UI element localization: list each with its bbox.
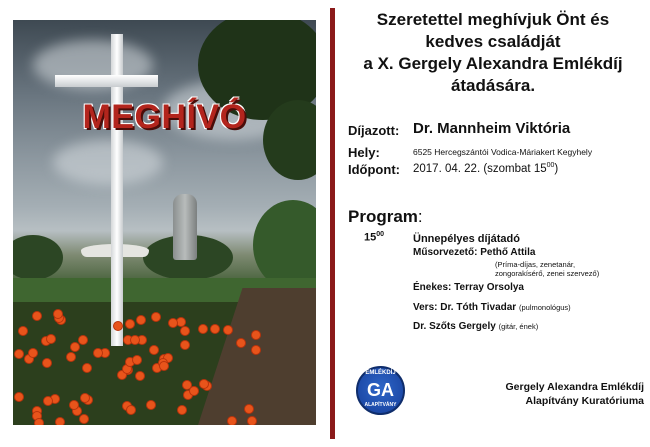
footer-line: Gergely Alexandra Emlékdíj [505,381,644,393]
flower [178,406,186,414]
flower [248,417,256,425]
flower [81,394,89,402]
flower [252,331,260,339]
time-sup: 00 [546,162,555,169]
flower [71,343,79,351]
program-heading [348,207,423,227]
tree [13,235,63,280]
music-desc: (gitár, ének) [498,322,539,331]
flower [190,387,198,395]
photo-title: MEGHÍVÓ [82,98,247,136]
host-desc-2: zongorakísérő, zenei szervező) [495,269,600,278]
program-label: Program [348,207,418,226]
flower [160,362,168,370]
cross-horizontal [55,75,158,87]
music-name: Dr. Szőts Gergely [413,321,496,332]
flower [228,417,236,425]
flower [47,335,55,343]
flower [199,325,207,333]
flower [80,415,88,423]
time-close: ) [554,162,559,175]
singing-line [413,282,524,293]
singing-label: Énekes: [413,282,452,293]
host-name: Pethő Attila [480,247,536,258]
host-desc-1: (Príma-díjas, zenetanár, [495,260,576,269]
place-value: 6525 Hercegszántói Vodica-Máriakert Kegyhely [413,147,593,157]
logo-top-text: EMLÉKDÍJ [365,370,396,376]
host-label: Műsorvezető: [413,247,478,258]
flower [245,405,253,413]
flower [136,372,144,380]
time-row [348,161,400,179]
flower [126,320,134,328]
flower [15,350,23,358]
flower [224,326,232,334]
invitation-photo [13,20,316,425]
verse-name: Dr. Tóth Tivadar [440,302,517,313]
program-colon: : [417,207,423,226]
time-text: 2017. 04. 22. (szombat 15 [413,162,547,175]
statue [173,194,197,260]
tree [253,200,316,290]
verse-label: Vers: [413,302,438,313]
flower [83,364,91,372]
flower [127,406,135,414]
heading-line: átadására. [450,76,536,95]
flower [252,346,260,354]
time-label: Időpont: [348,162,400,177]
place-label: Hely: [348,145,380,160]
flower [131,336,139,344]
program-time-sup: 00 [376,231,385,238]
logo-bottom-text: ALAPÍTVÁNY [364,402,397,408]
footer-line: Alapítvány Kuratóriuma [525,395,644,407]
flower [133,356,141,364]
awardee-value: Dr. Mannheim Viktória [413,120,571,137]
program-title: Ünnepélyes díjátadó [413,233,520,245]
logo-letter: GA [367,380,394,400]
host-line [413,247,535,258]
singing-name: Terray Orsolya [454,282,524,293]
cloud [53,140,163,185]
flower [138,336,146,344]
footer-signature [460,380,644,408]
program-time-hour: 15 [364,231,377,244]
program-time [364,231,384,244]
awardee-label: Díjazott: [348,123,400,138]
flower [43,359,51,367]
flower [137,316,145,324]
heading-line: a X. Gergely Alexandra Emlékdíj [363,54,623,73]
flower [101,349,109,357]
flower [181,341,189,349]
flower [211,325,219,333]
flower [152,313,160,321]
music-line [413,321,538,332]
flower [114,322,122,330]
heading-line: Szeretettel meghívjuk Önt és [376,10,610,29]
flower [79,336,87,344]
time-value [413,162,558,175]
place-row [348,144,380,162]
flower [35,419,43,425]
divider [330,8,335,439]
invitation-heading [340,9,646,97]
foundation-logo [356,366,405,415]
verse-line [413,302,571,313]
heading-line: kedves családját [425,32,561,51]
flower [56,418,64,425]
verse-desc: (pulmonológus) [518,303,571,312]
awardee-row [348,122,399,140]
